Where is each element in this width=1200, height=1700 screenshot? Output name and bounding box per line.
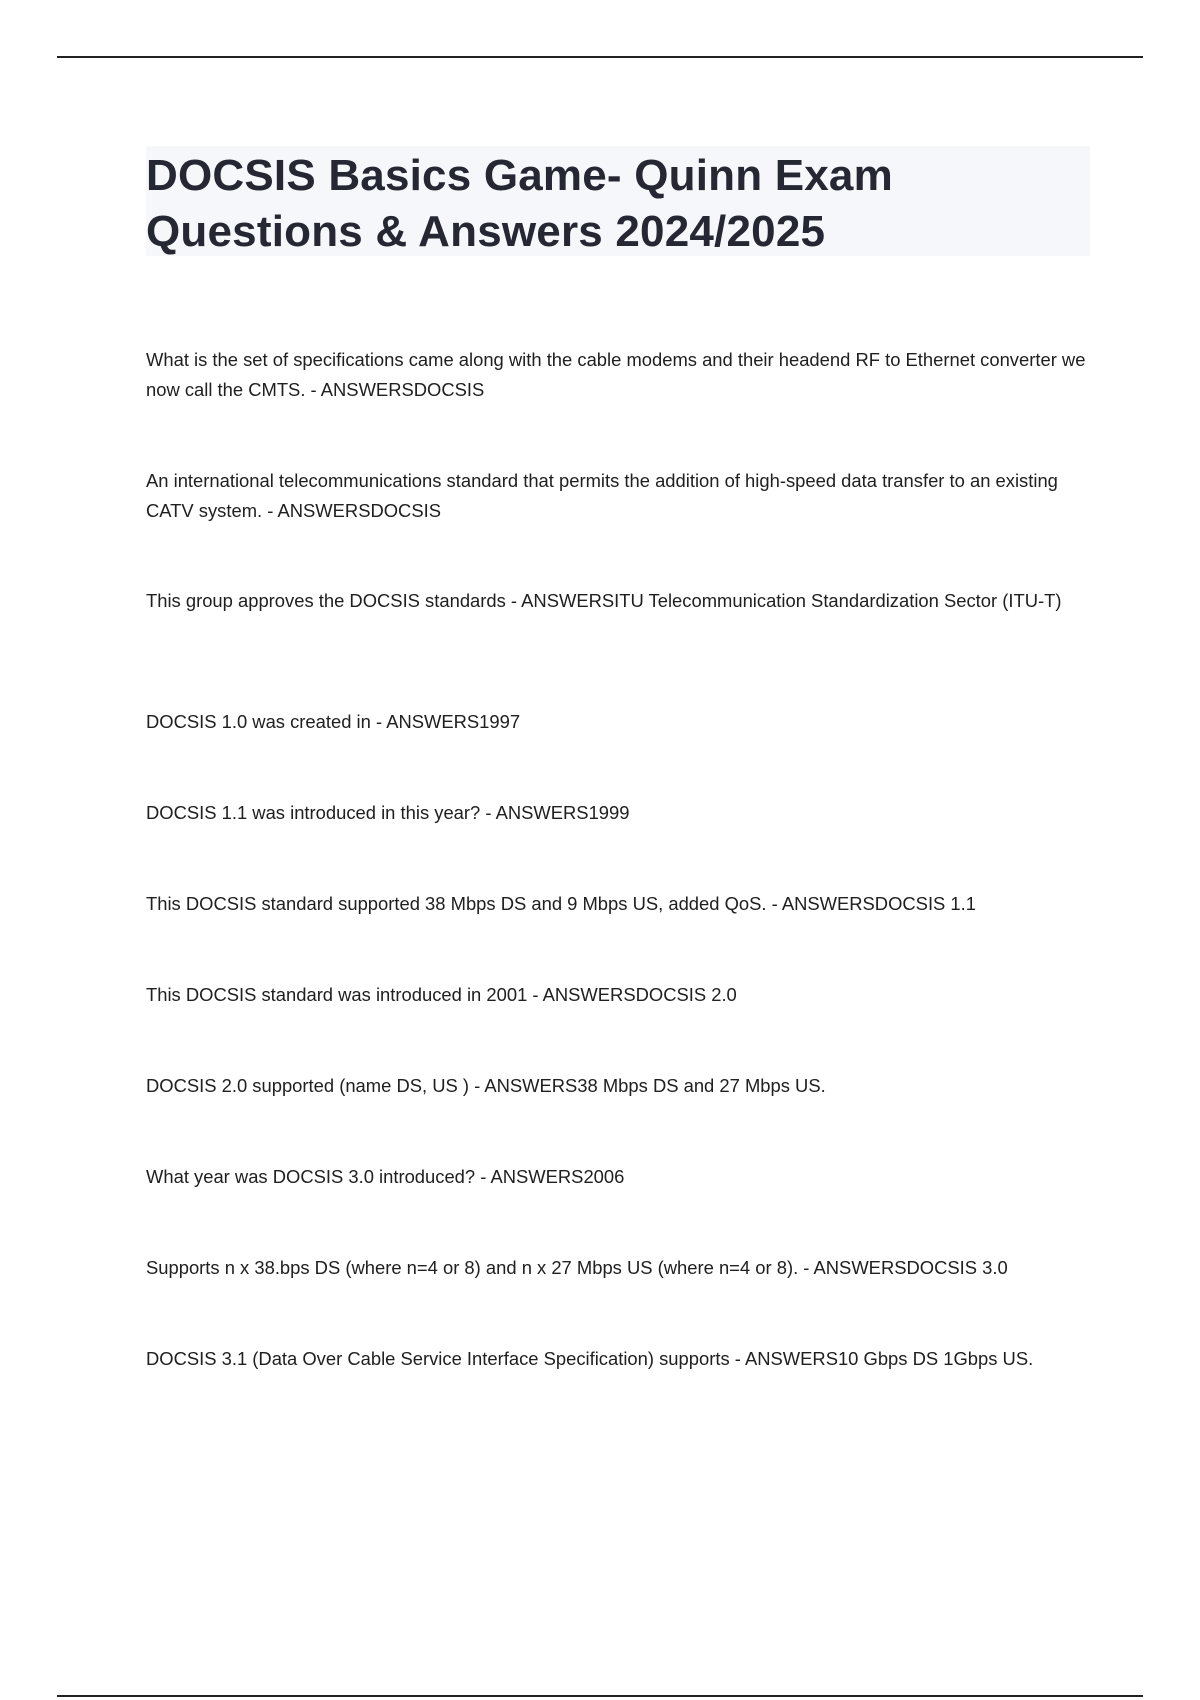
qa-item-2: An international telecommunications standard that permits the addition of high-speed data transfer to an existing CATV system. - ANSWERSDOCSIS	[146, 470, 1058, 521]
header-rule	[57, 56, 1143, 58]
qa-item-4: DOCSIS 1.0 was created in - ANSWERS1997	[146, 711, 521, 732]
title-block	[146, 146, 1090, 256]
qa-item-9: What year was DOCSIS 3.0 introduced? - ANSWERS2006	[146, 1166, 625, 1187]
qa-item-5: DOCSIS 1.1 was introduced in this year? - ANSWERS1999	[146, 802, 630, 823]
document-title: DOCSIS Basics Game- Quinn Exam Questions & Answers 2024/2025	[146, 151, 893, 256]
qa-item-3: This group approves the DOCSIS standards - ANSWERSITU Telecommunication Standardization Sector (ITU-T)	[146, 590, 1062, 611]
qa-item-7: This DOCSIS standard was introduced in 2001 - ANSWERSDOCSIS 2.0	[146, 984, 737, 1005]
footer-rule	[57, 1695, 1143, 1697]
qa-item-11: DOCSIS 3.1 (Data Over Cable Service Interface Specification) supports - ANSWERS10 Gbps DS 1Gbps US.	[146, 1348, 1034, 1369]
qa-item-6: This DOCSIS standard supported 38 Mbps DS and 9 Mbps US, added QoS. - ANSWERSDOCSIS 1.1	[146, 893, 976, 914]
qa-item-8: DOCSIS 2.0 supported (name DS, US ) - ANSWERS38 Mbps DS and 27 Mbps US.	[146, 1075, 826, 1096]
qa-item-10: Supports n x 38.bps DS (where n=4 or 8) and n x 27 Mbps US (where n=4 or 8). - ANSWERSDOCSIS 3.0	[146, 1257, 1008, 1278]
qa-item-1: What is the set of specifications came along with the cable modems and their headend RF to Ethernet converter we now call the CMTS. - ANSWERSDOCSIS	[146, 349, 1086, 400]
